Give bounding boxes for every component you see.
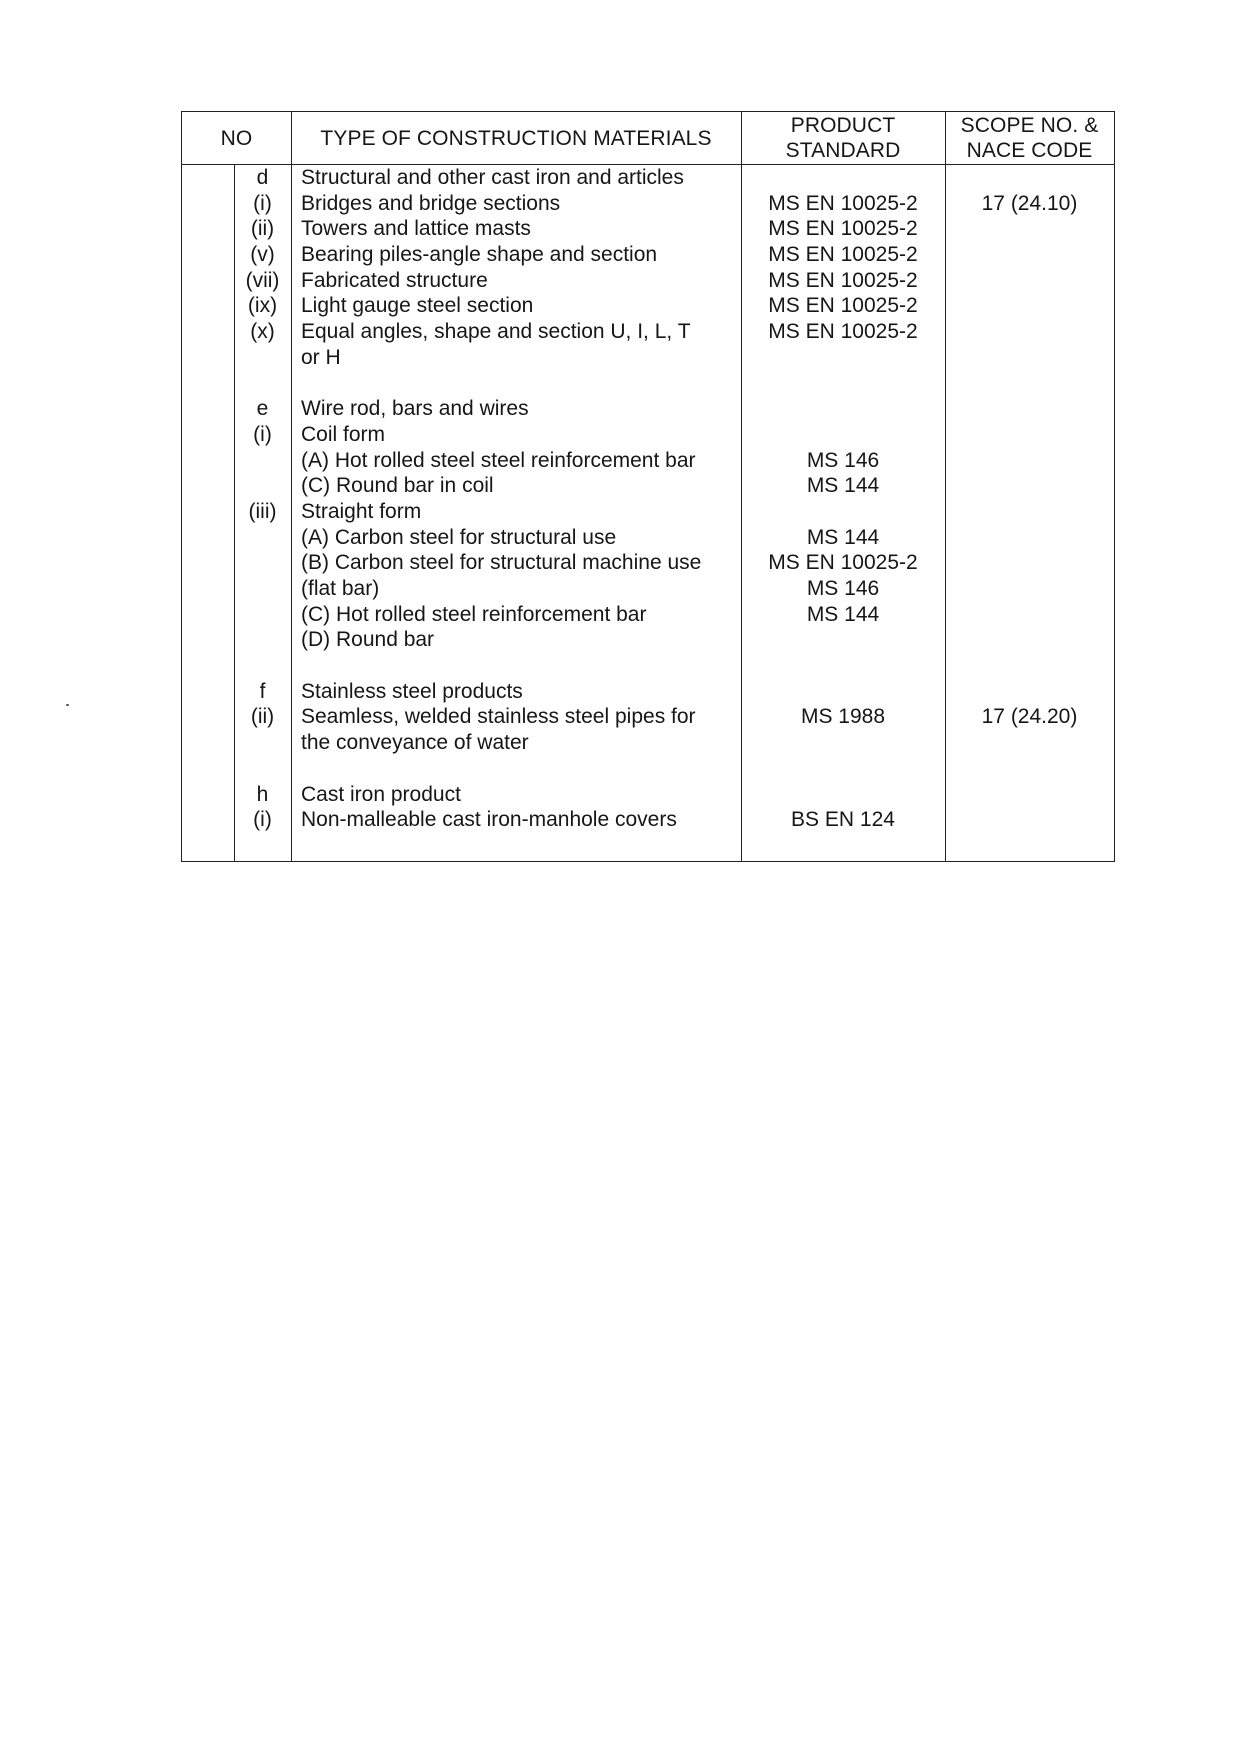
row-standard: MS 144: [806, 525, 880, 549]
row-scope: 17 (24.10): [981, 191, 1078, 215]
row-no: d: [256, 166, 269, 189]
row-standard: MS EN 10025-2: [768, 294, 918, 318]
row-type: the conveyance of water: [301, 731, 529, 755]
row-no: (i): [253, 422, 272, 446]
row-standard: MS EN 10025-2: [768, 243, 918, 267]
table-row: [182, 345, 1114, 371]
row-type: Structural and other cast iron and articles: [301, 166, 684, 189]
row-standard: MS 144: [806, 602, 880, 626]
table-row: [182, 550, 1114, 576]
row-type: Bearing piles-angle shape and section: [301, 243, 658, 267]
header-type: TYPE OF CONSTRUCTION MATERIALS: [320, 126, 712, 150]
row-no: (v): [250, 243, 275, 267]
table-row: [182, 396, 1114, 422]
table-row: [182, 576, 1114, 602]
row-no: (ii): [250, 217, 275, 241]
row-standard: MS EN 10025-2: [768, 268, 918, 292]
row-no: (ii): [250, 705, 275, 729]
row-type: Non-malleable cast iron-manhole covers: [301, 808, 677, 832]
row-type: (A) Hot rolled steel steel reinforcement bar: [301, 448, 696, 472]
row-standard: BS EN 124: [791, 808, 895, 832]
table-row: [182, 627, 1114, 653]
table-row: [182, 165, 1114, 191]
row-type: (flat bar): [301, 577, 380, 600]
row-standard: MS EN 10025-2: [768, 320, 918, 344]
row-type: Light gauge steel section: [301, 294, 534, 318]
table-row: [182, 499, 1114, 525]
row-no: (iii): [248, 499, 277, 523]
row-type: Wire rod, bars and wires: [301, 397, 529, 421]
row-no: (i): [253, 191, 272, 215]
header-no: NO: [220, 126, 253, 150]
row-no: f: [259, 679, 266, 703]
row-type: Straight form: [301, 499, 422, 523]
row-standard: MS 144: [806, 474, 880, 498]
table-row: [182, 807, 1114, 833]
table-row: [182, 704, 1114, 730]
table-row: [182, 602, 1114, 628]
row-standard: MS EN 10025-2: [768, 551, 918, 575]
table-row: [182, 730, 1114, 756]
row-no: (vii): [245, 268, 280, 292]
row-no: e: [256, 397, 269, 421]
table-row: [182, 319, 1114, 345]
row-no: h: [256, 782, 269, 806]
row-type: (C) Hot rolled steel reinforcement bar: [301, 602, 647, 626]
table-row: [182, 216, 1114, 242]
table-row: [182, 422, 1114, 448]
row-type: Bridges and bridge sections: [301, 191, 561, 215]
row-type: Seamless, welded stainless steel pipes for: [301, 705, 696, 729]
row-scope: 17 (24.20): [981, 705, 1078, 729]
table-row: [182, 473, 1114, 499]
scan-speck: [66, 704, 69, 706]
table-row: [182, 782, 1114, 808]
row-standard: MS 146: [806, 577, 880, 600]
table-row: [182, 268, 1114, 294]
header-standard: [741, 112, 945, 164]
row-standard: MS 146: [806, 448, 880, 472]
row-type: Fabricated structure: [301, 268, 488, 292]
row-type: Cast iron product: [301, 782, 461, 806]
row-no: (ix): [247, 294, 278, 318]
row-standard: MS 1988: [800, 705, 886, 729]
header-scope: [945, 112, 1114, 164]
header-standard-label: PRODUCT STANDARD: [785, 114, 901, 162]
row-standard: MS EN 10025-2: [768, 191, 918, 215]
table-row: [182, 293, 1114, 319]
table-row: [182, 448, 1114, 474]
table-row: [182, 371, 1114, 397]
row-no: (x): [250, 320, 275, 344]
header-scope-label: SCOPE NO. & NACE CODE: [960, 114, 1099, 162]
table-row: [182, 756, 1114, 782]
row-type: (A) Carbon steel for structural use: [301, 525, 617, 549]
table-row: [182, 242, 1114, 268]
row-type: Towers and lattice masts: [301, 217, 531, 241]
row-standard: MS EN 10025-2: [768, 217, 918, 241]
row-type: or H: [301, 345, 341, 369]
table-row: [182, 653, 1114, 679]
materials-table: [181, 111, 1115, 862]
row-no: (i): [253, 808, 272, 832]
row-type: (C) Round bar in coil: [301, 474, 494, 498]
row-type: Stainless steel products: [301, 679, 523, 703]
row-type: Coil form: [301, 422, 386, 446]
row-type: Equal angles, shape and section U, I, L, T: [301, 320, 691, 344]
table-row: [182, 679, 1114, 705]
row-type: (B) Carbon steel for structural machine use: [301, 551, 702, 575]
table-body: [182, 165, 1114, 833]
table-row: [182, 191, 1114, 217]
row-type: (D) Round bar: [301, 628, 435, 652]
table-row: [182, 525, 1114, 551]
